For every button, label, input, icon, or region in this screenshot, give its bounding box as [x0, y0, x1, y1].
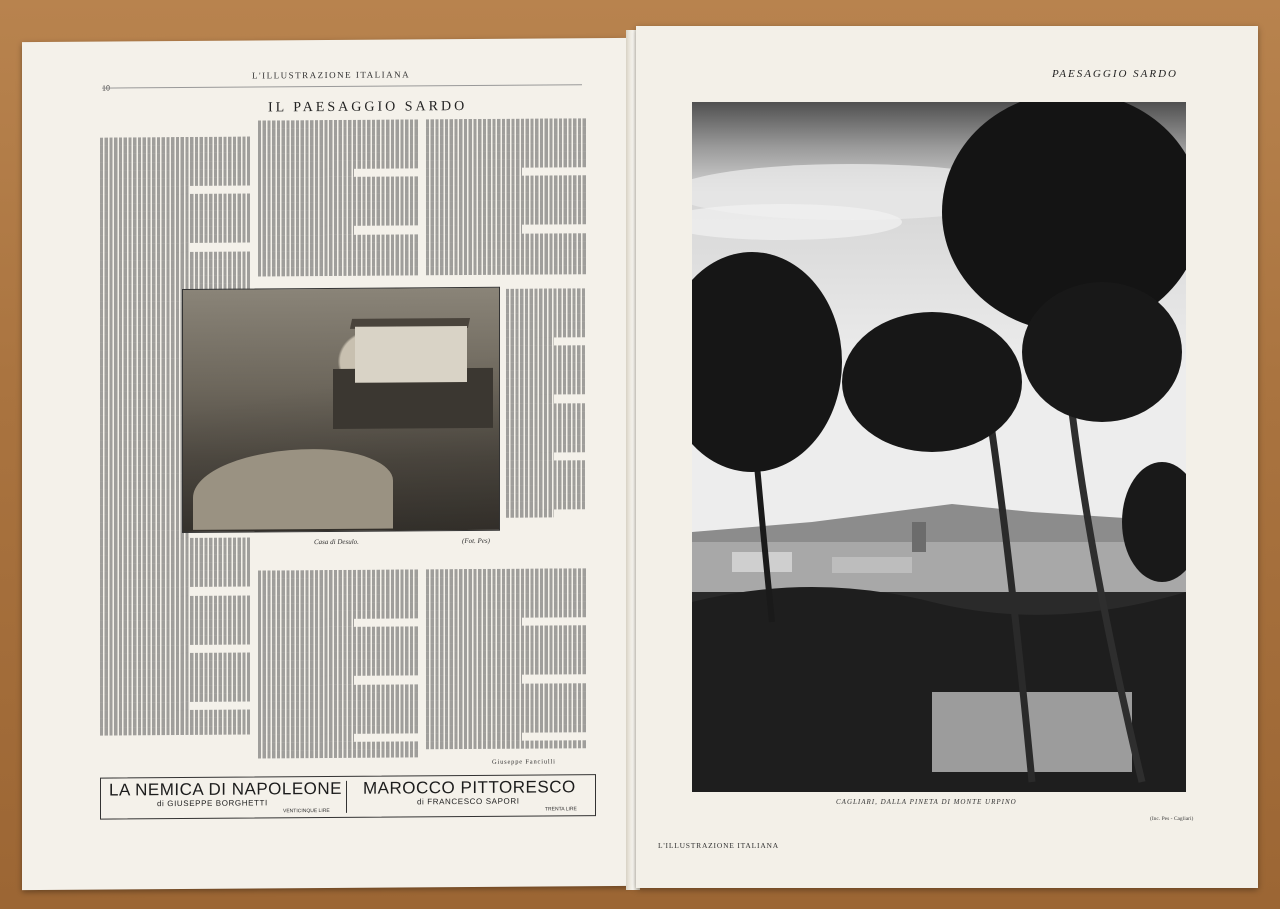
- ad-divider: [346, 781, 347, 813]
- photo-caption-left: Casa di Desulo.: [314, 537, 359, 547]
- left-magazine-page: [22, 38, 632, 890]
- body-text-line: [506, 329, 586, 338]
- advertisement-box: [100, 774, 596, 819]
- running-head-left: L'ILLUSTRAZIONE ITALIANA: [252, 69, 411, 81]
- ad-price-2: TRENTA LIRE: [545, 806, 577, 813]
- body-text-line: [100, 726, 250, 735]
- text-column-3-lower: [506, 288, 586, 525]
- running-head-right: PAESAGGIO SARDO: [1051, 68, 1178, 80]
- ad-title-2: MAROCCO PITTORESCO: [363, 777, 576, 798]
- body-text-line: [258, 267, 418, 276]
- body-text-line: [506, 444, 586, 453]
- body-text-line: [506, 386, 586, 395]
- ad-author-1: di GIUSEPPE BORGHETTI: [157, 798, 268, 809]
- header-rule: [102, 84, 582, 88]
- body-text-line: [506, 509, 554, 518]
- photo-cagliari-pines: [692, 102, 1186, 792]
- photo-house-wall: [355, 326, 467, 383]
- photo-credit-left: (Fot. Pes): [462, 536, 490, 546]
- photo-caption-right: CAGLIARI, DALLA PINETA DI MONTE URPINO: [836, 798, 1017, 806]
- author-signature: Giuseppe Fanciulli: [492, 758, 556, 766]
- page-footer-right: L'ILLUSTRAZIONE ITALIANA: [658, 841, 779, 850]
- pine-trees-illustration: [692, 102, 1186, 792]
- article-title: IL PAESAGGIO SARDO: [268, 99, 468, 116]
- photo-path: [193, 449, 393, 530]
- ad-title-1: LA NEMICA DI NAPOLEONE: [109, 778, 343, 800]
- body-text-line: [426, 266, 586, 275]
- ad-author-2: di FRANCESCO SAPORI: [417, 796, 520, 807]
- photo-house-desulo: [182, 287, 500, 533]
- photo-credit-right: (Inc. Pes - Cagliari): [1150, 816, 1194, 822]
- body-text-line: [426, 740, 586, 749]
- right-magazine-page: [636, 26, 1258, 888]
- ad-price-1: VENTICINQUE LIRE: [283, 807, 330, 815]
- text-column-3: [426, 118, 586, 279]
- text-column-bottom-3: [426, 568, 586, 753]
- text-column-2: [258, 119, 418, 280]
- body-text-line: [258, 749, 418, 758]
- text-column-bottom-2: [258, 569, 418, 760]
- body-text-line: [506, 501, 586, 510]
